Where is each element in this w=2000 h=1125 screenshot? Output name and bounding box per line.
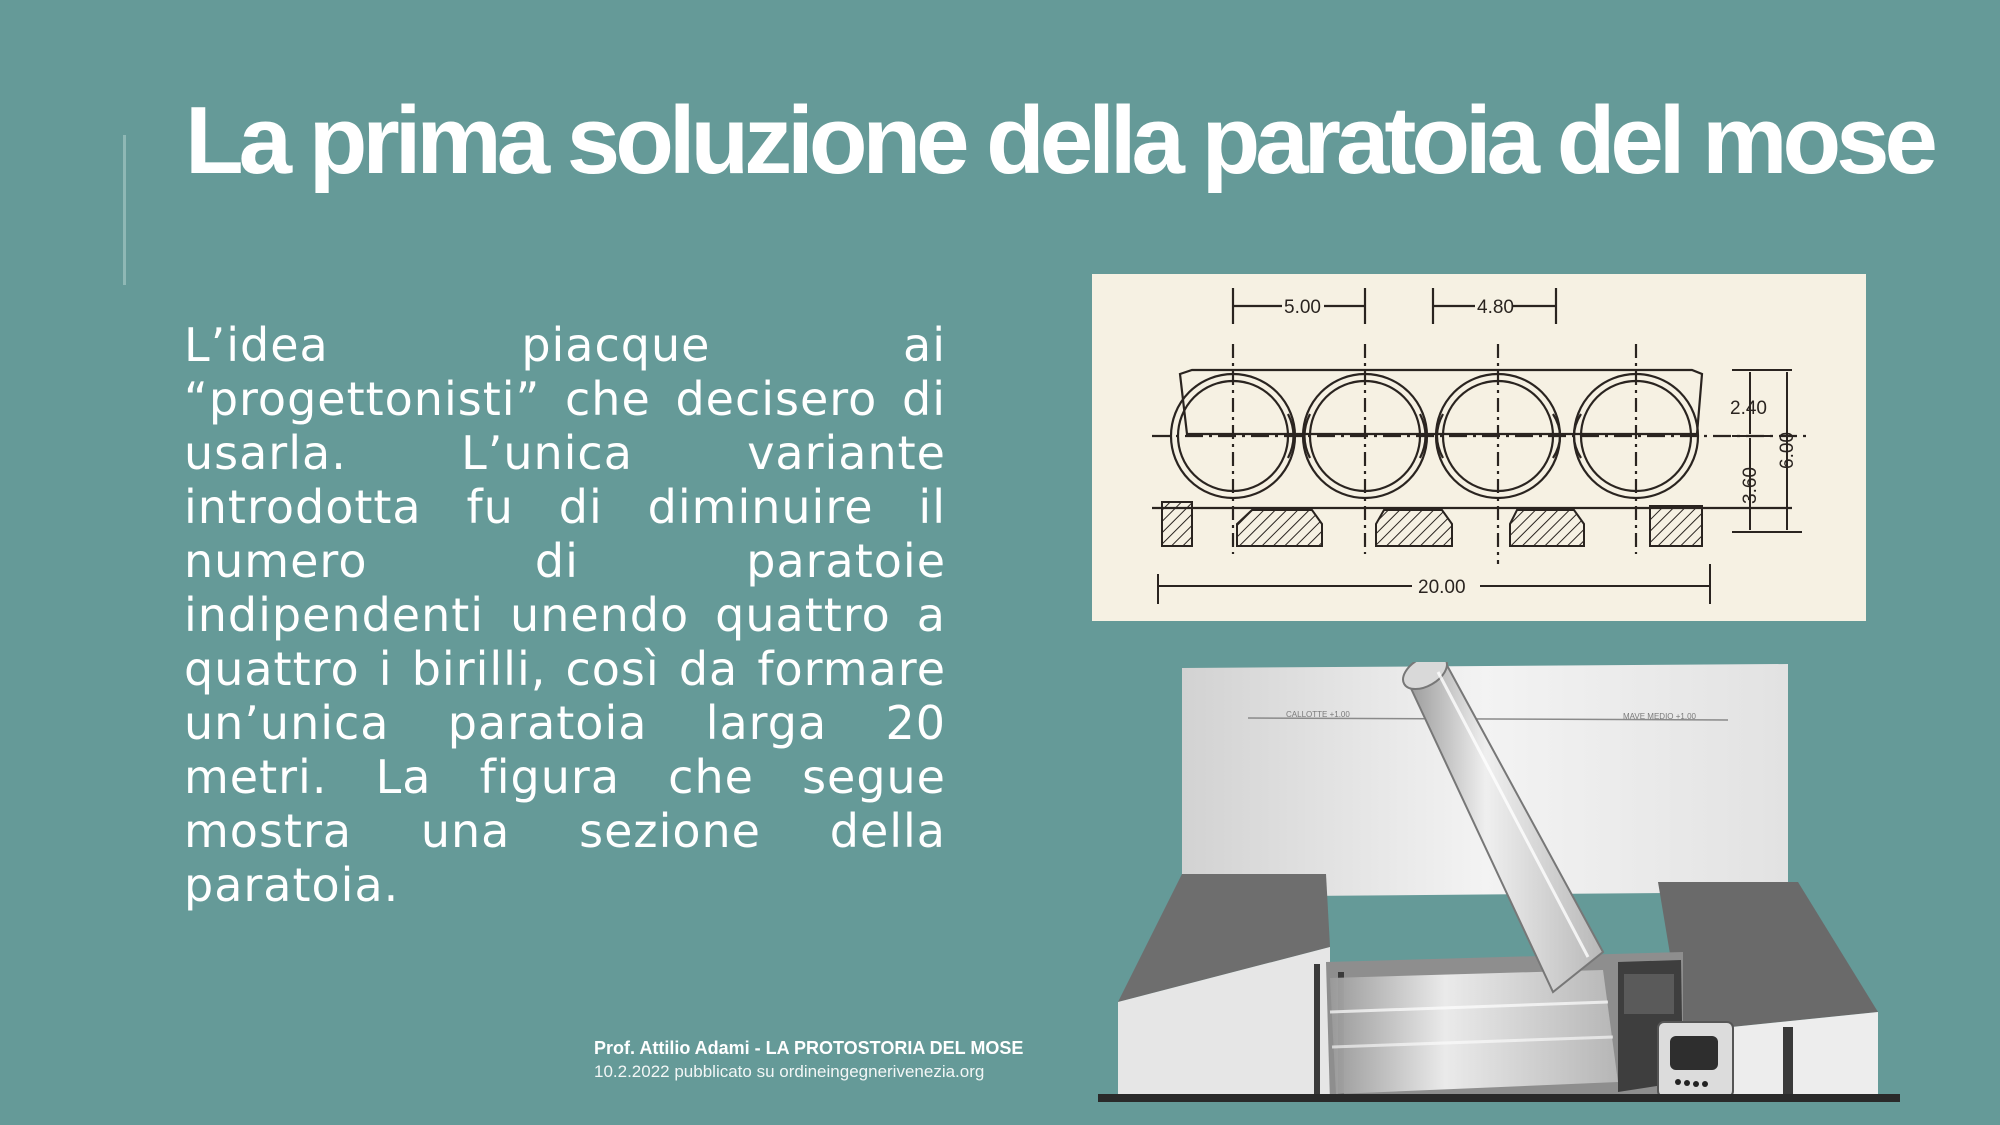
dim-top-2: 4.80 [1477, 297, 1514, 318]
model-photo [1098, 662, 1900, 1102]
dim-right-1: 2.40 [1730, 398, 1767, 419]
slide-body-text: L’idea piacque ai “progettonisti” che decisero di usarla. L’unica variante introdotta fu di diminuire il numero di paratoie indipendenti unendo quattro a quattro i birilli, così da formare un’unica paratoia larga 20 metri. La figura che segue mostra una sezione della paratoia. [184, 318, 946, 912]
footer [594, 1036, 1023, 1084]
footer-author: Prof. Attilio Adami - LA PROTOSTORIA DEL MOSE [594, 1038, 1024, 1058]
section-drawing [1092, 274, 1866, 621]
slide-title: La prima soluzione della paratoia del mose [185, 87, 1933, 194]
photo-caption-left: CALLOTTE +1.00 [1286, 710, 1350, 719]
dim-right-3: 6.00 [1777, 432, 1798, 469]
dim-bottom: 20.00 [1418, 577, 1466, 598]
dim-top-1: 5.00 [1284, 297, 1321, 318]
photo-caption-right: MAVE MEDIO +1.00 [1623, 712, 1696, 721]
accent-divider [123, 135, 126, 285]
dim-right-2: 3.60 [1740, 467, 1761, 504]
footer-publication: 10.2.2022 pubblicato su ordineingegnerivenezia.org [594, 1062, 985, 1081]
